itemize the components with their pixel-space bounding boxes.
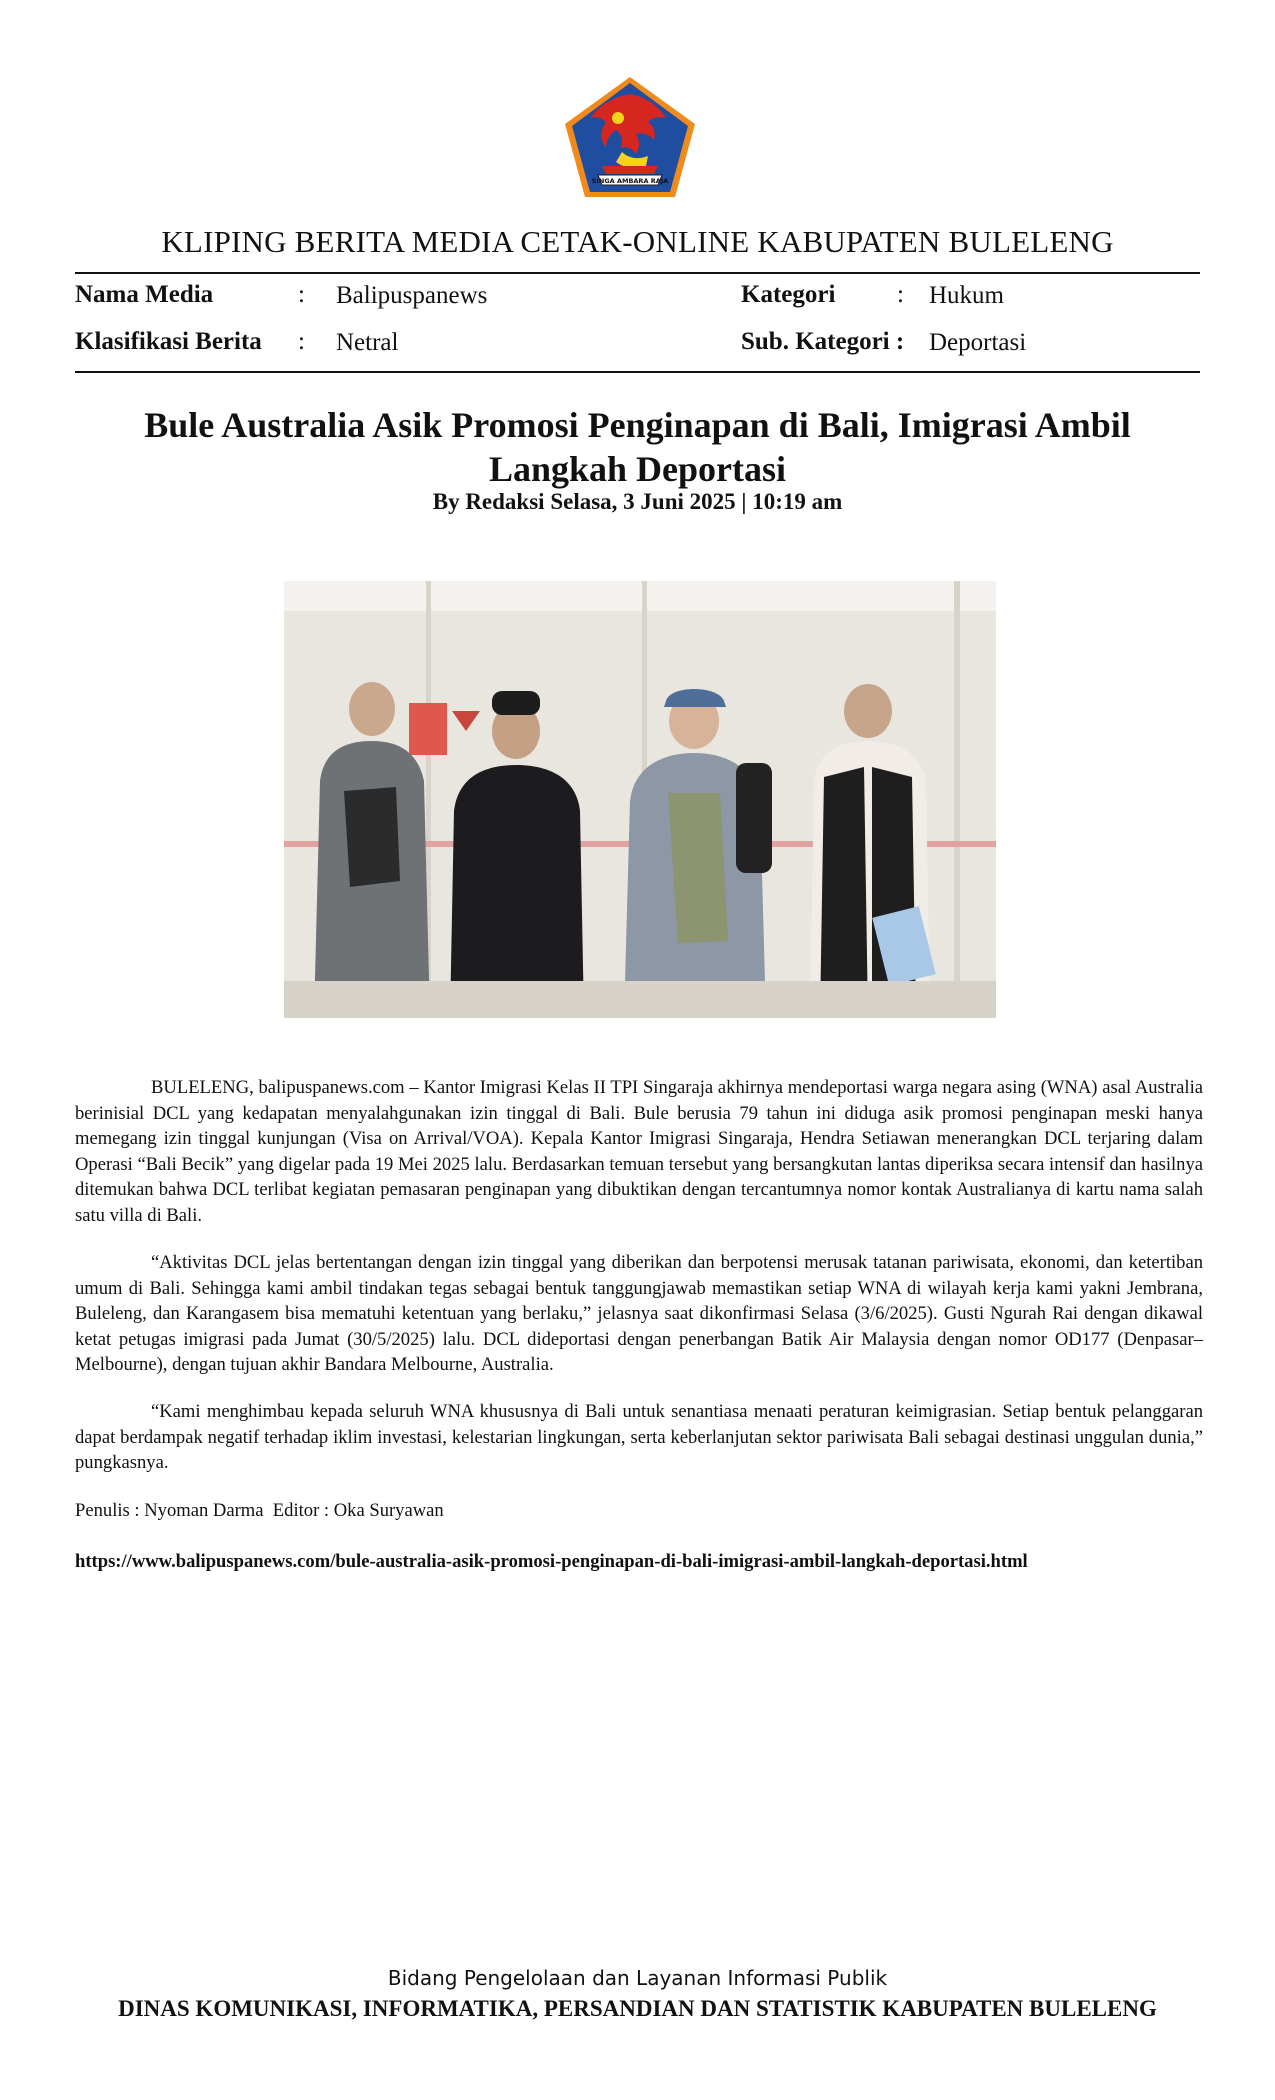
logo-motto: SINGA AMBARA RAJA [591, 177, 669, 185]
nama-media-separator: : [298, 281, 305, 308]
klasifikasi-value: Netral [336, 329, 399, 356]
bottom-divider [75, 371, 1200, 373]
klasifikasi-separator: : [298, 328, 305, 355]
article-paragraph-3 [75, 1399, 1203, 1476]
paragraph-text: “Aktivitas DCL jelas bertentangan dengan izin tinggal yang diberikan dan berpotensi merusak tatanan pariwisata, ekonomi, dan ketertiban umum di Bali. Sehingga kami ambil tindakan tegas sebagai bentuk tanggungjawab memastikan setiap WNA di wilayah kerja kami yakni Jembrana, Buleleng, dan Karangasem bisa mematuhi ketentuan yang berlaku,” jelasnya saat dikonfirmasi Selasa (3/6/2025). Gusti Ngurah Rai dengan dikawal ketat petugas imigrasi pada Jumat (30/5/2025) lalu. DCL dideportasi dengan penerbangan Batik Air Malaysia dengan nomor OD177 (Denpasar–Melbourne), dengan tujuan akhir Bandara Melbourne, Australia. [75, 1252, 1203, 1376]
article-byline: By Redaksi Selasa, 3 Juni 2025 | 10:19 am [432, 489, 843, 514]
kategori-value: Hukum [929, 282, 1004, 309]
article-headline [110, 403, 1165, 491]
article-paragraph-1 [75, 1075, 1203, 1229]
kliping-title: KLIPING BERITA MEDIA CETAK-ONLINE KABUPATEN BULELENG [161, 224, 1114, 259]
buleleng-logo [562, 74, 698, 200]
article-paragraph-2 [75, 1250, 1203, 1378]
sub-kategori-value: Deportasi [929, 329, 1027, 356]
paragraph-text: “Kami menghimbau kepada seluruh WNA khususnya di Bali untuk senantiasa menaati peraturan keimigrasian. Setiap bentuk pelanggaran dapat berdampak negatif terhadap iklim investasi, kelestarian lingkungan, serta keberlanjutan sektor pariwisata Bali sebagai destinasi unggulan dunia,” pungkasnya. [75, 1401, 1203, 1474]
kategori-label: Kategori [741, 281, 836, 308]
top-divider [75, 272, 1200, 274]
headline-line-2: Langkah Deportasi [488, 449, 787, 489]
paragraph-text: BULELENG, balipuspanews.com – Kantor Imigrasi Kelas II TPI Singaraja akhirnya mendeportasi warga negara asing (WNA) asal Australia berinisial DCL yang kedapatan menyalahgunakan izin tinggal di Bali. Bule berusia 79 tahun ini diduga asik promosi penginapan meski hanya memegang izin tinggal kunjungan (Visa on Arrival/VOA). Kepala Kantor Imigrasi Singaraja, Hendra Setiawan menerangkan DCL terjaring dalam Operasi “Bali Becik” yang digelar pada 19 Mei 2025 lalu. Berdasarkan temuan tersebut yang bersangkutan lantas diperiksa secara intensif dan hasilnya ditemukan bahwa DCL terlibat kegiatan pemasaran penginapan yang dibuktikan dengan tercantumnya nomor kontak Australianya di kartu nama salah satu villa di Bali. [75, 1077, 1203, 1226]
nama-media-value: Balipuspanews [336, 282, 488, 309]
footer-agency: DINAS KOMUNIKASI, INFORMATIKA, PERSANDIAN DAN STATISTIK KABUPATEN BULELENG [118, 1996, 1157, 2021]
footer-department: Bidang Pengelolaan dan Layanan Informasi Publik [387, 1966, 888, 1990]
kategori-separator: : [897, 281, 904, 308]
klasifikasi-label: Klasifikasi Berita [75, 328, 262, 355]
nama-media-label: Nama Media [75, 281, 214, 308]
sub-kategori-label: Sub. Kategori : [741, 328, 905, 355]
article-photo [284, 581, 996, 1018]
article-credits: Penulis : Nyoman Darma Editor : Oka Suryawan [75, 1500, 444, 1521]
source-url-link[interactable]: https://www.balipuspanews.com/bule-australia-asik-promosi-penginapan-di-bali-imigrasi-ambil-langkah-deportasi.html [75, 1551, 1028, 1572]
headline-line-1: Bule Australia Asik Promosi Penginapan di Bali, Imigrasi Ambil [144, 405, 1131, 445]
